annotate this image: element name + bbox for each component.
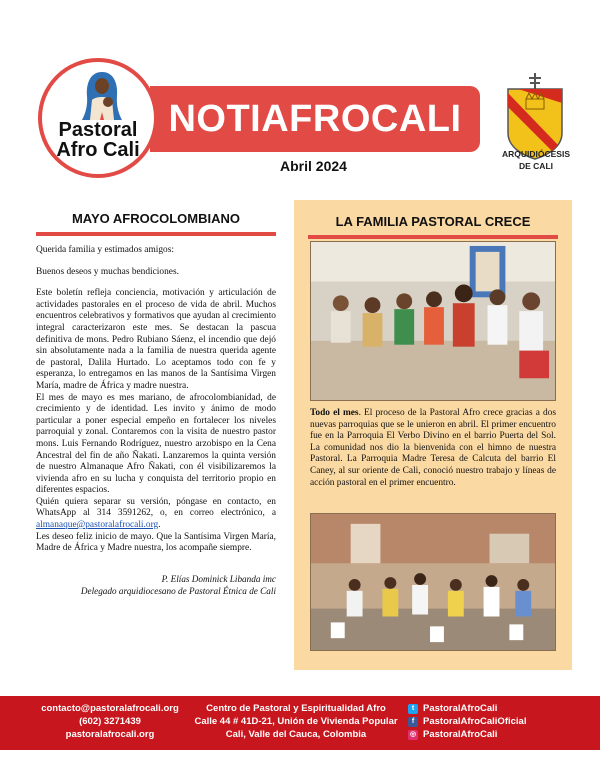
editorial-body [36, 245, 276, 555]
news-body [310, 408, 556, 489]
title-banner [150, 86, 480, 152]
footer-contact [40, 702, 180, 741]
twitter-link[interactable] [408, 702, 588, 715]
news-text: . El proceso de la Pastoral Afro crece gracias a dos nuevas parroquias que se le unieron en abril. El primer encuentro fue en la Parroquia El Verbo Divino en el barrio Puerta del Sol. La comunidad nos dio la bienvenida con el himno de nuestra Pastoral. La Parroquia Madre Teresa de Calcuta del barrio El Caney, al sur oriente de Cali, conoció nuestro trabajo y líneas de acción pastoral en el primer encuentro. [310, 408, 557, 488]
archdiocese-line-1: ARQUIDIÓCESIS [501, 149, 570, 159]
greeting: Querida familia y estimados amigos: [36, 245, 174, 255]
instagram-icon: ◎ [409, 730, 417, 738]
pastoral-logo [38, 58, 158, 178]
instagram-link[interactable] [408, 728, 588, 741]
paragraph-3-text: Quién quiera separar su versión, póngase en contacto, en WhatsApp al 314 3591262, o, en correo electrónico, a [36, 496, 276, 519]
parish-meeting-photo [310, 241, 556, 401]
archdiocese-line-2: DE CALI [519, 161, 553, 171]
footer [0, 696, 600, 750]
footer-social [408, 702, 588, 741]
twitter-handle: PastoralAfroCali [423, 703, 498, 714]
paragraph-1: Este boletín refleja conciencia, motivación y articulación de actividades pastorales en el proceso de vida de abril. Muchos encuentros celebrativos y formativos que ayudan al crecimiento integral caracterizaron este mes. Se destacan la pascua definitiva de mons. Pedro Rubiano Sáenz, el incendio que dejó sin absolutamente nada a la familia de nuestra querida agente de pastoral, Dalila Hurtado. Lo aceptamos todo con fe y esperanza, lo entregamos en las manos de la Santísima Virgen María, madre de África y madre nuestra. [36, 288, 276, 391]
facebook-icon: f [408, 717, 418, 727]
editorial-heading: MAYO AFROCOLOMBIANO [71, 211, 241, 226]
footer-email-link[interactable]: contacto@pastoralafrocali.org [41, 703, 179, 714]
signature-name: P. Elías Dominick Libanda imc [161, 573, 276, 584]
footer-street: Calle 44 # 41D-21, Unión de Vivienda Popular [194, 716, 398, 727]
paragraph-4: Les deseo feliz inicio de mayo. Que la Santísima Virgen María, Madre de África y Madre nuestra, los acompañe siempre. [36, 531, 276, 554]
paragraph-3 [36, 497, 276, 532]
facebook-link[interactable] [408, 715, 588, 728]
footer-center-name: Centro de Pastoral y Espiritualidad Afro [206, 703, 386, 714]
news-panel [294, 200, 572, 670]
signature [36, 573, 276, 597]
archdiocese-label [494, 148, 578, 172]
issue-date: Abril 2024 [280, 158, 347, 174]
news-heading: LA FAMILIA PASTORAL CRECE [335, 214, 531, 229]
newsletter-title: NOTIAFROCALI [168, 97, 462, 140]
signature-role: Delegado arquidiocesano de Pastoral Étnica de Cali [80, 585, 276, 596]
logo-line-1: Pastoral [58, 119, 138, 141]
logo-line-2: Afro Cali [56, 139, 140, 161]
virgin-and-child-icon [80, 70, 124, 120]
instagram-handle: PastoralAfroCali [423, 729, 498, 740]
wishes: Buenos deseos y muchas bendiciones. [36, 266, 179, 277]
news-heading-divider [308, 235, 558, 239]
almanaque-email-link[interactable]: almanaque@pastoralafrocali.org [36, 520, 159, 531]
paragraph-3-end: . [158, 520, 161, 531]
news-lead: Todo el mes [310, 408, 359, 418]
twitter-icon: t [408, 704, 418, 714]
community-gathering-photo [310, 513, 556, 651]
footer-address [186, 702, 406, 741]
facebook-handle: PastoralAfroCaliOficial [423, 716, 527, 727]
heading-divider [36, 232, 276, 236]
paragraph-2: El mes de mayo es mes mariano, de afrocolombianidad, de crecimiento y de identidad. Les invito y ánimo de modo particular a poner especial empeño en fortalecer los niveles parroquial y zonal. Contaremos con la visita de nuestro pastor mons. Luis Fernando Rodríguez, nuestro arzobispo en la Cena Ancestral del fin de año Ñakati. Lanzaremos la quinta versión de nuestro Almanaque Afro Ñakati, con él visibilizaremos la vivienda afro en su lucha y conquista del territorio propio en diferentes espacios. [36, 392, 276, 496]
footer-city: Cali, Valle del Cauca, Colombia [225, 729, 367, 740]
footer-phone: (602) 3271439 [79, 716, 141, 727]
editorial-column [36, 210, 276, 597]
footer-website-link[interactable]: pastoralafrocali.org [65, 729, 155, 740]
